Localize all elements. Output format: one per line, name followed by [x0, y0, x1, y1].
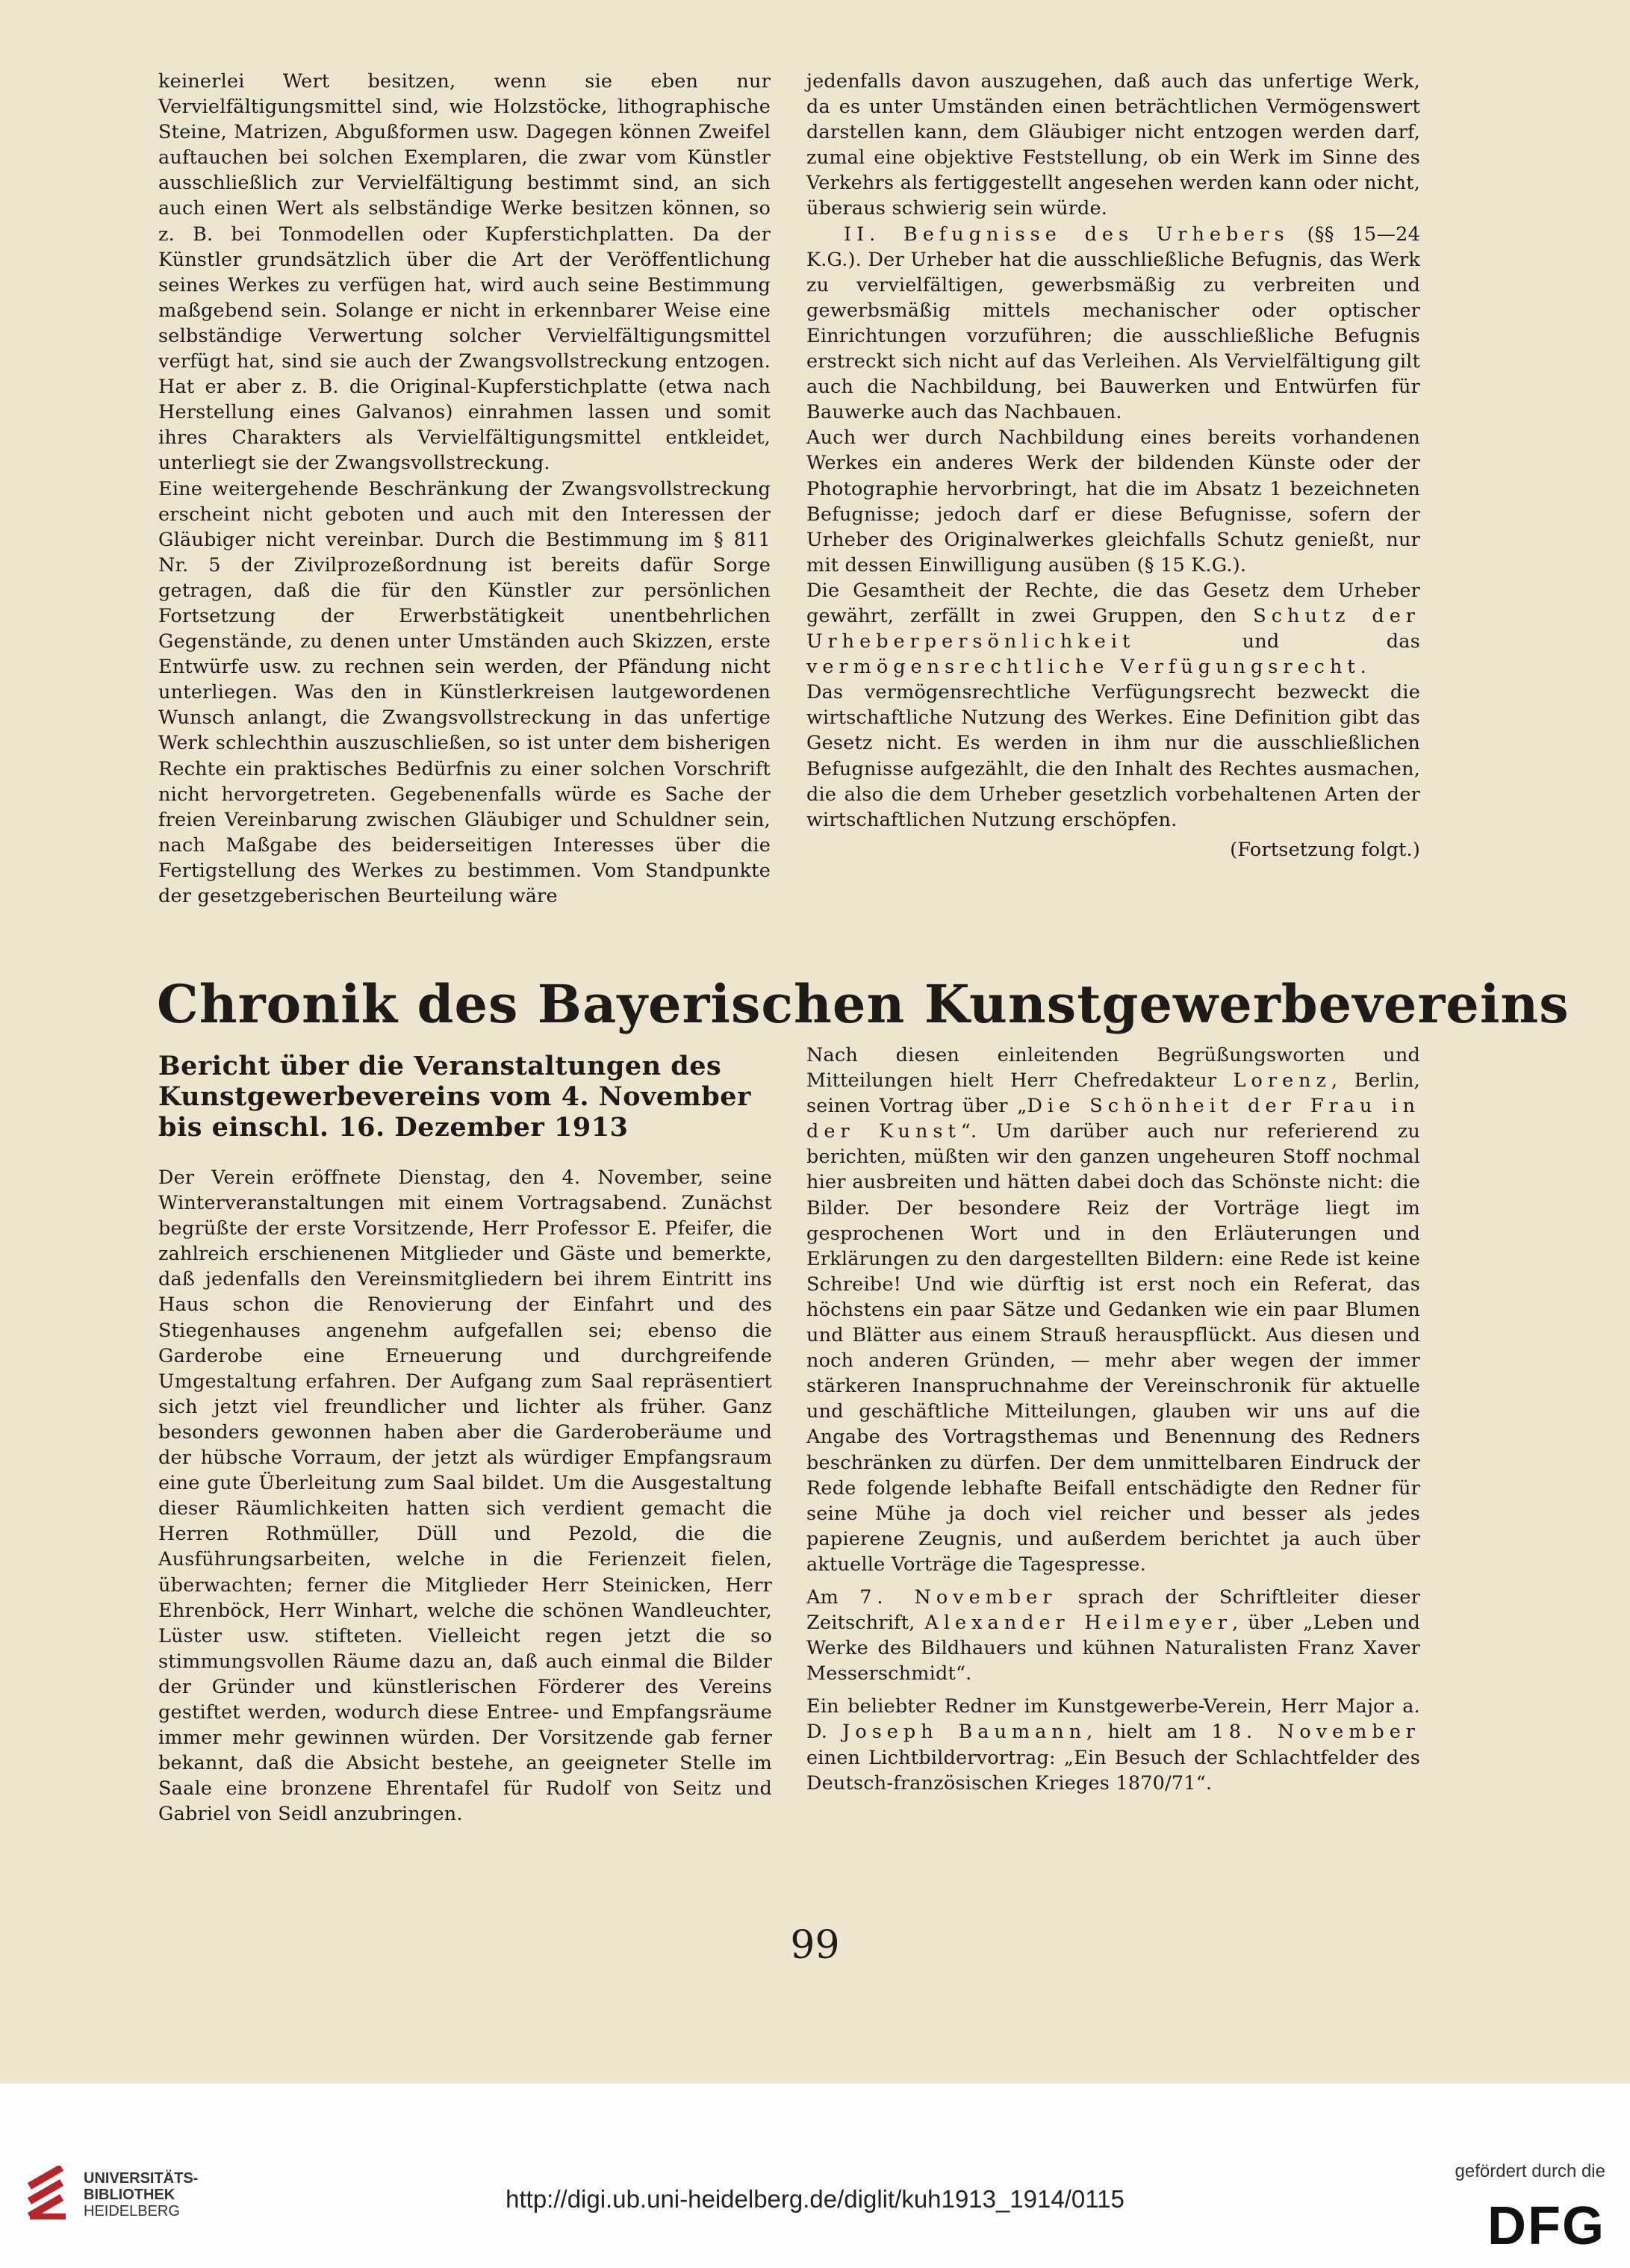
text-run: Die Gesamtheit der Rechte, die das Gesetz dem Urheber gewährt, zerfällt in zwei Gruppen, den — [806, 579, 1420, 627]
paragraph: Auch wer durch Nachbildung eines bereits vorhandenen Werkes ein anderes Werk der bildenden Künste oder der Photographie hervorbringt, hat die im Absatz 1 bezeichneten Befugnisse; jedoch darf er diese Befugnisse, sofern der Urheber des Originalwerkes gleichfalls Schutz genießt, nur mit dessen Einwilligung ausüben (§ 15 K.G.). — [806, 426, 1420, 577]
text-run: Ein beliebter Redner im Kunstgewerbe-Verein, Herr Major a. D. — [806, 1695, 1420, 1744]
text-run: , hielt am — [1086, 1721, 1212, 1744]
emphasis: 7. November — [859, 1585, 1057, 1609]
paragraph: keinerlei Wert besitzen, wenn sie eben nur Vervielfältigungsmittel sind, wie Holzstöcke, lithographische Steine, Matrizen, Abgußformen usw. Dagegen können Zweifel auftauchen bei solchen Exemplaren, die zwar vom Künstler ausschließlich zur Vervielfältigung bestimmt sind, an sich auch einen Wert als selbständige Werke besitzen können, so z. B. bei Tonmodellen oder Kupferstichplatten. Da der Künstler grundsätzlich über die Art der Veröffentlichung seines Werkes zu verfügen hat, wird auch seine Bestimmung maßgebend sein. Solange er nicht in erkennbarer Weise eine selbständige Verwertung solcher Vervielfältigungsmittel verfügt hat, sind sie auch der Zwangsvollstreckung entzogen. Hat er aber z. B. die Original-Kupferstichplatte (etwa nach Herstellung eines Galvanos) einrahmen lassen und somit ihres Charakters als Vervielfältigungsmittel entkleidet, unterliegt sie der Zwangsvollstreckung. — [158, 70, 771, 475]
text-run: sprach der Schriftleiter dieser Zeitschrift, — [806, 1585, 1420, 1635]
top-right-column — [806, 69, 1420, 863]
emphasis: Die Schönheit der Frau in der Kunst — [806, 1095, 1420, 1143]
paragraph: Der Verein eröffnete Dienstag, den 4. November, seine Winterveranstaltungen mit einem Vortragsabend. Zunächst begrüßte der erste Vorsitzende, Herr Professor E. Pfeifer, die zahlreich erschienenen Mitglieder und Gäste und bemerkte, daß jedenfalls den Vereinsmitgliedern bei ihrem Eintritt ins Haus schon die Renovierung der Einfahrt und des Stiegenhauses angenehm aufgefallen sei; ebenso die Garderobe eine Erneuerung und durchgreifende Umgestaltung erfahren. Der Aufgang zum Saal repräsentiert sich jetzt viel freundlicher und lichter als früher. Ganz besonders gewonnen haben aber die Garderoberäume und der hübsche Vorraum, der jetzt als würdiger Empfangsraum eine gute Überleitung zum Saal bildet. Um die Ausgestaltung dieser Räumlichkeiten hatten sich verdient gemacht die Herren Rothmüller, Düll und Pezold, die die Ausführungsarbeiten, welche in die Ferienzeit fielen, überwachten; ferner die Mitglieder Herr Steinicken, Herr Ehrenböck, Herr Winhart, welche die schönen Wandleuchter, Lüster usw. stifteten. Vielleicht regen jetzt die so stimmungsvollen Räume dazu an, daß auch einmal die Bilder der Gründer und künstlerischen Förderer des Vereins gestiftet werden, wodurch diese Entree- und Empfangsräume immer mehr gewinnen würden. Der Vorsitzende gab ferner bekannt, daß die Absicht bestehe, an geeigneter Stelle im Saale eine bronzene Ehrentafel für Rudolf von Seitz und Gabriel von Seidl anzubringen. — [158, 1166, 772, 1826]
paragraph — [806, 1043, 1420, 1577]
section-heading: II. Befugnisse des Urhebers — [844, 223, 1290, 246]
bottom-left-column — [158, 1165, 772, 1827]
emphasis: Joseph Baumann — [842, 1721, 1087, 1744]
text-run: Nach diesen einleitenden Begrüßungsworten und Mitteilungen hielt Herr Chefredakteur — [806, 1044, 1420, 1093]
paragraph: jedenfalls davon auszugehen, daß auch das unfertige Werk, da es unter Umständen einen beträchtlichen Vermögenswert darstellen kann, dem Gläubiger nicht entzogen werden darf, zumal eine objektive Feststellung, ob ein Werk im Sinne des Verkehrs als fertiggestellt angesehen werden kann oder nicht, überaus schwierig sein würde. — [806, 70, 1420, 220]
paragraph-text: (§§ 15—24 K.G.). Der Urheber hat die ausschließliche Befugnis, das Werk zu vervielfältigen, gewerbsmäßig zu verbreiten und gewerbsmäßig mittels mechanischer oder optischer Einrichtungen vorzuführen; die ausschließliche Befugnis erstreckt sich nicht auf das Verleihen. Als Vervielfältigung gilt auch die Nachbildung, bei Bauwerken und Entwürfen für Bauwerke auch das Nachbauen. — [806, 223, 1420, 424]
library-name-line: HEIDELBERG — [84, 2203, 180, 2219]
page-number: 99 — [790, 1923, 840, 1968]
paragraph — [806, 578, 1420, 680]
emphasis: Schutz der Urheberpersönlichkeit — [806, 604, 1420, 653]
paragraph: Eine weitergehende Beschränkung der Zwangsvollstreckung erscheint nicht geboten und auch mit den Interessen der Gläubiger nicht vereinbar. Durch die Bestimmung im § 811 Nr. 5 der Zivilprozeßordnung ist bereits dafür Sorge getragen, daß die für den Künstler zur persönlichen Fortsetzung der Erwerbstätigkeit unentbehrlichen Gegenstände, zu denen unter Umständen auch Skizzen, erste Entwürfe usw. zu rechnen sein werden, der Pfändung nicht unterliegen. Was den in Künstlerkreisen lautgewordenen Wunsch anlangt, die Zwangsvollstreckung in das unfertige Werk schlechthin auszuschließen, so ist unter dem bisherigen Rechte ein praktisches Bedürfnis zu einer solchen Vorschrift nicht hervorgetreten. Gegebenenfalls würde es Sache der freien Vereinbarung zwischen Gläubiger und Schuldner sein, nach Maßgabe des beiderseitigen Interesses über die Fertigstellung des Werkes zu bestimmen. Vom Standpunkte der gesetzgeberischen Beurteilung wäre — [158, 477, 771, 907]
emphasis: Lorenz — [1233, 1069, 1332, 1093]
viewer-footer — [0, 2084, 1630, 2268]
report-heading: Bericht über die Veranstaltungen des Kunstgewerbevereins vom 4. November bis einschl. 16. Dezember 1913 — [158, 1051, 751, 1143]
text-run: Am — [806, 1585, 860, 1609]
text-run: , Berlin, seinen Vortrag über „ — [806, 1069, 1420, 1118]
dfg-logo: DFG — [1487, 2196, 1605, 2256]
section-title: Chronik des Bayerischen Kunstgewerbevereins — [157, 973, 1570, 1035]
permalink-url[interactable]: http://digi.ub.uni-heidelberg.de/diglit/kuh1913_1914/0115 — [506, 2185, 1124, 2213]
paragraph — [806, 1585, 1420, 1686]
continued-note: (Fortsetzung folgt.) — [1230, 838, 1420, 861]
emphasis: vermögensrechtliche Verfügungsrecht — [806, 656, 1360, 679]
text-run: “. Um darüber auch nur referierend zu berichten, müßten wir den ganzen ungeheuren Stoff nochmal hier ausbreiten und hätten dabei doch das Schönste nicht: die Bilder. Der besondere Reiz der Vorträge liegt im gesprochenen Wort und in den Erläuterungen und Erklärungen zu den dargestellten Bildern: eine Rede ist keine Schreibe! Und wie dürftig ist erst noch ein Referat, das höchstens ein paar Sätze und Gedanken wie ein paar Blumen und Blätter aus einem Strauß herauspflückt. Aus diesen und noch anderen Gründen, — mehr aber wegen der immer stärkeren Inanspruchnahme der Vereinschronik für aktuelle und geschäftliche Mitteilungen, glauben wir uns auf die Angabe des Vortragsthemas und Benennung des Redners beschränken zu dürfen. Der dem unmittelbaren Eindruck der Rede folgende lebhafte Beifall entschädigte den Redner für seine Mühe ja doch viel reicher und besser als jedes papierene Zeugnis, und außerdem berichtet ja auch über aktuelle Vorträge die Tagespresse. — [806, 1120, 1420, 1576]
top-left-column — [158, 69, 771, 909]
bottom-right-column — [806, 1043, 1420, 1796]
text-run: , über „Leben und Werke des Bildhauers und kühnen Naturalisten Franz Xaver Messerschmidt“. — [806, 1612, 1420, 1686]
paragraph — [806, 222, 1420, 426]
paragraph: Das vermögensrechtliche Verfügungsrecht bezweckt die wirtschaftliche Nutzung des Werkes. Eine Definition gibt das Gesetz nicht. Es werden in ihm nur die ausschließlichen Befugnisse aufgezählt, die den Inhalt des Rechtes ausmachen, die also die dem Urheber gesetzlich vorbehaltenen Arten der wirtschaftlichen Nutzung erschöpfen. — [806, 681, 1420, 831]
text-run: und das — [1135, 630, 1420, 653]
text-run: . — [1360, 656, 1366, 679]
library-name-line: UNIVERSITÄTS- — [84, 2170, 199, 2187]
emphasis: Alexander Heilmeyer — [924, 1612, 1233, 1635]
funding-caption: gefördert durch die — [1455, 2161, 1605, 2181]
library-name-line: BIBLIOTHEK — [84, 2187, 175, 2203]
text-run: einen Lichtbildervortrag: „Ein Besuch der Schlachtfelder des Deutsch-französischen Krieges 1870/71“. — [806, 1746, 1420, 1795]
emphasis: 18. November — [1211, 1721, 1420, 1744]
paragraph — [806, 1694, 1420, 1795]
